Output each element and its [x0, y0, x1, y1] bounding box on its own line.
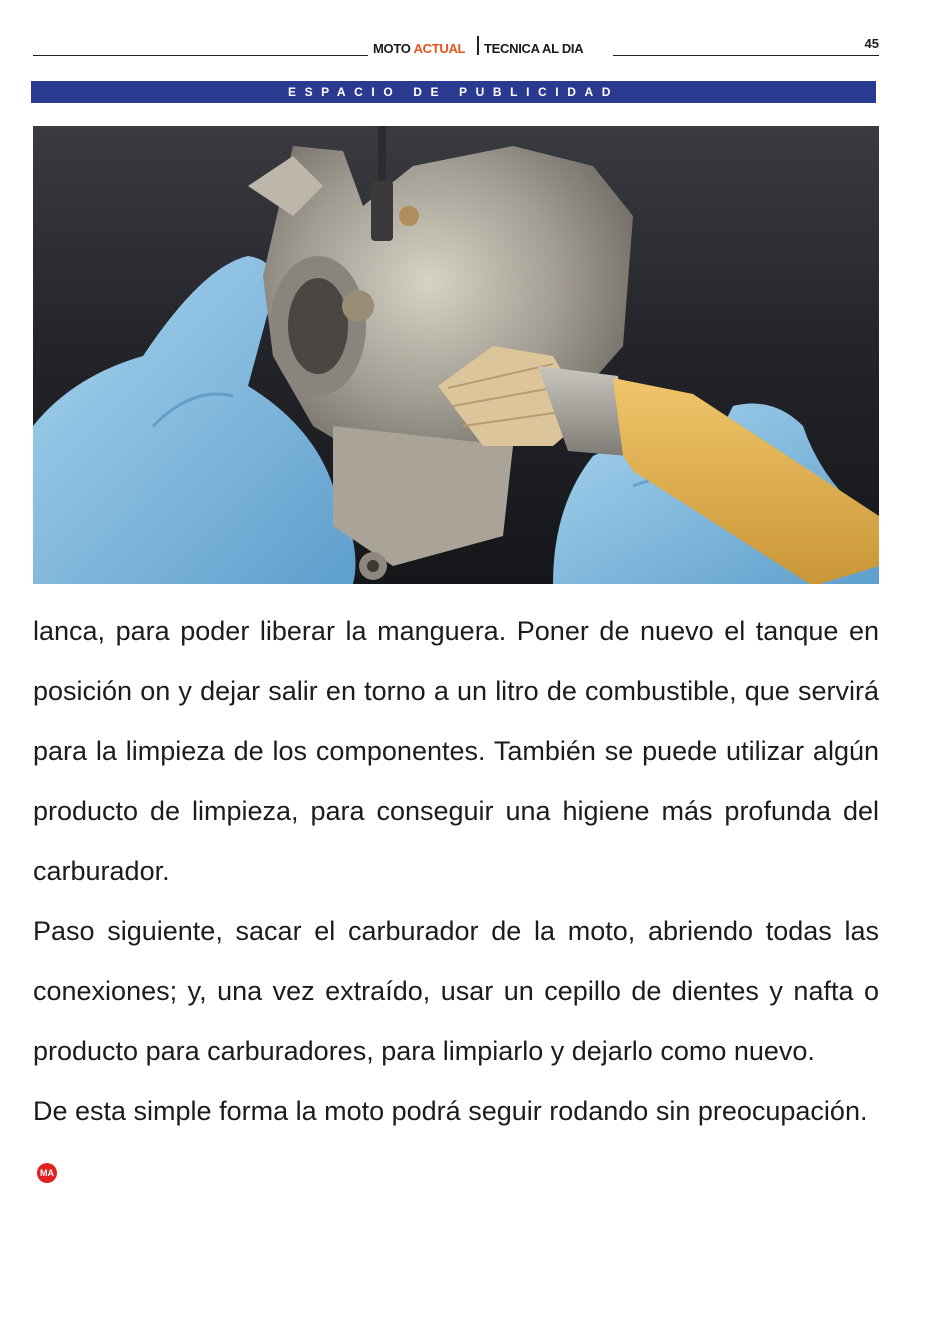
magazine-name — [373, 41, 465, 56]
header-rule-left — [33, 55, 368, 56]
article-paragraph-3-text: De esta simple forma la moto podrá seguir rodando sin preocupación. — [33, 1096, 868, 1126]
header-rule-right — [613, 55, 879, 56]
ad-banner[interactable] — [31, 81, 876, 103]
article-body — [33, 601, 879, 1201]
carburetor-cleaning-illustration — [33, 126, 879, 584]
section-title: TECNICA AL DIA — [484, 41, 584, 56]
article-paragraph-1: lanca, para poder liberar la manguera. Poner de nuevo el tanque en posición on y dejar salir en torno a un litro de combustible, que servirá para la limpieza de los componentes. También se puede utilizar algún producto de limpieza, para conseguir una higiene más profunda del carburador. — [33, 616, 879, 886]
end-mark-icon: MA — [37, 1163, 57, 1183]
ad-banner-label: ESPACIO DE PUBLICIDAD — [287, 85, 620, 99]
header-separator — [477, 36, 479, 55]
article-paragraph-2: Paso siguiente, sacar el carburador de la moto, abriendo todas las conexiones; y, una vez extraído, usar un cepillo de dientes y nafta o producto para carburadores, para limpiarlo y dejarlo como nuevo. — [33, 916, 879, 1066]
magazine-name-actual: ACTUAL — [413, 41, 466, 56]
magazine-name-moto: MOTO — [373, 41, 411, 56]
article-paragraph-3 — [33, 1081, 879, 1201]
article-photo — [33, 126, 879, 584]
page-number: 45 — [864, 36, 879, 51]
page-header — [33, 30, 879, 60]
